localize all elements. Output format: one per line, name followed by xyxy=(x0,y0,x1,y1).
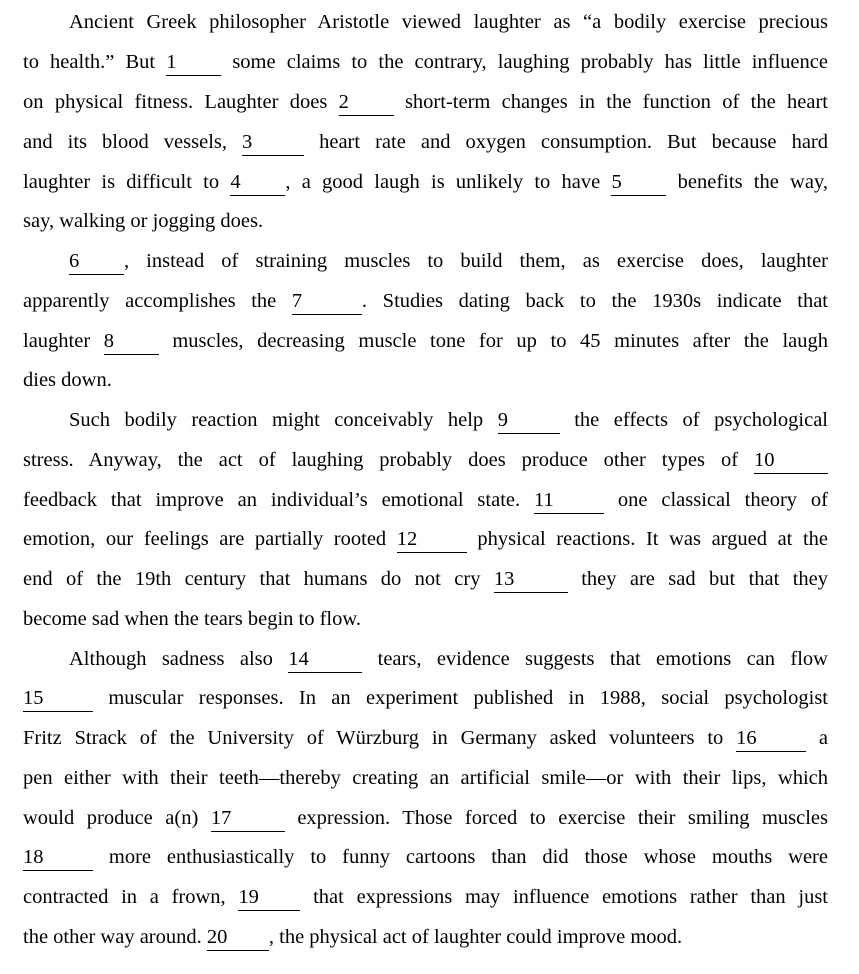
blank-15[interactable]: 15 xyxy=(23,686,93,712)
blank-7[interactable]: 7 xyxy=(292,289,362,315)
blank-4[interactable]: 4 xyxy=(230,170,285,196)
text-segment: Fritz Strack of the University of Würzburg in Germany asked volunteers to xyxy=(23,727,737,749)
text-segment: feedback that improve an individual’s emotional state. xyxy=(23,489,534,511)
text-segment: Such bodily reaction might conceivably help xyxy=(69,409,498,431)
blank-9[interactable]: 9 xyxy=(498,408,560,434)
text-segment: , instead of straining muscles to build them, as exercise does, laughter xyxy=(124,250,828,272)
text-line xyxy=(23,764,828,792)
text-segment: that expressions may influence emotions rather than just xyxy=(300,886,828,908)
text-segment: tears, evidence suggests that emotions can flow xyxy=(362,648,828,670)
text-segment: . Studies dating back to the 1930s indicate that xyxy=(361,290,828,312)
text-segment: laughter xyxy=(23,330,104,352)
text-segment: on physical fitness. Laughter does xyxy=(23,91,339,113)
blank-6[interactable]: 6 xyxy=(69,249,124,275)
text-segment: Ancient Greek philosopher Aristotle viewed laughter as “a bodily exercise precious xyxy=(69,11,828,33)
text-segment: muscles, decreasing muscle tone for up to 45 minutes after the laugh xyxy=(158,330,828,352)
blank-17[interactable]: 17 xyxy=(211,806,285,832)
text-segment: some claims to the contrary, laughing probably has little influence xyxy=(221,51,828,73)
text-segment: , the physical act of laughter could improve mood. xyxy=(268,926,683,948)
text-segment: muscular responses. In an experiment published in 1988, social psychologist xyxy=(93,687,828,709)
text-line xyxy=(69,645,828,673)
text-segment: contracted in a frown, xyxy=(23,886,239,908)
blank-14[interactable]: 14 xyxy=(288,647,362,673)
blank-1[interactable]: 1 xyxy=(166,50,221,76)
text-line xyxy=(23,525,828,553)
text-line xyxy=(23,48,828,76)
text-line xyxy=(23,446,828,474)
text-segment: to health.” But xyxy=(23,51,167,73)
text-segment: laughter is difficult to xyxy=(23,171,231,193)
text-segment: the effects of psychological xyxy=(559,409,828,431)
text-line xyxy=(23,843,828,871)
text-line xyxy=(23,724,828,752)
blank-12[interactable]: 12 xyxy=(397,527,467,553)
text-segment: become sad when the tears begin to flow. xyxy=(23,608,361,630)
text-line xyxy=(23,923,828,951)
text-segment: , a good laugh is unlikely to have xyxy=(285,171,612,193)
text-segment: Although sadness also xyxy=(69,648,289,670)
text-segment: short-term changes in the function of the heart xyxy=(393,91,828,113)
text-segment: the other way around. xyxy=(23,926,207,948)
text-segment: and its blood vessels, xyxy=(23,131,243,153)
text-segment: would produce a(n) xyxy=(23,807,211,829)
text-segment: more enthusiastically to funny cartoons than did those whose mouths were xyxy=(93,846,828,868)
text-segment: expression. Those forced to exercise their smiling muscles xyxy=(284,807,828,829)
text-segment: dies down. xyxy=(23,369,112,391)
blank-18[interactable]: 18 xyxy=(23,845,93,871)
blank-20[interactable]: 20 xyxy=(207,925,269,951)
text-line xyxy=(23,128,828,156)
text-line xyxy=(23,207,828,235)
text-line xyxy=(23,366,828,394)
text-line xyxy=(23,327,828,355)
text-segment: benefits the way, xyxy=(666,171,828,193)
blank-16[interactable]: 16 xyxy=(736,726,806,752)
text-segment: emotion, our feelings are partially rooted xyxy=(23,528,397,550)
text-line xyxy=(23,883,828,911)
text-segment: they are sad but that they xyxy=(567,568,828,590)
text-segment: one classical theory of xyxy=(604,489,828,511)
text-line xyxy=(69,247,828,275)
text-segment: physical reactions. It was argued at the xyxy=(466,528,828,550)
text-segment: end of the 19th century that humans do not cry xyxy=(23,568,494,590)
text-segment: stress. Anyway, the act of laughing probably does produce other types of xyxy=(23,449,754,471)
text-line xyxy=(23,684,828,712)
text-segment: apparently accomplishes the xyxy=(23,290,292,312)
blank-13[interactable]: 13 xyxy=(494,567,568,593)
blank-19[interactable]: 19 xyxy=(238,885,300,911)
blank-5[interactable]: 5 xyxy=(611,170,666,196)
blank-8[interactable]: 8 xyxy=(104,329,159,355)
text-line xyxy=(23,486,828,514)
text-line xyxy=(23,565,828,593)
text-line xyxy=(23,287,828,315)
text-segment: heart rate and oxygen consumption. But because hard xyxy=(304,131,828,153)
text-line xyxy=(69,406,828,434)
blank-2[interactable]: 2 xyxy=(339,90,394,116)
blank-11[interactable]: 11 xyxy=(534,488,604,514)
text-line xyxy=(23,605,828,633)
text-line xyxy=(23,804,828,832)
text-segment: pen either with their teeth—thereby creating an artificial smile—or with their lips, which xyxy=(23,767,828,789)
text-segment: say, walking or jogging does. xyxy=(23,210,264,232)
text-line xyxy=(23,88,828,116)
text-line xyxy=(69,8,828,36)
blank-10[interactable]: 10 xyxy=(754,448,828,474)
blank-3[interactable]: 3 xyxy=(242,130,304,156)
text-line xyxy=(23,168,828,196)
text-segment: a xyxy=(806,727,828,749)
